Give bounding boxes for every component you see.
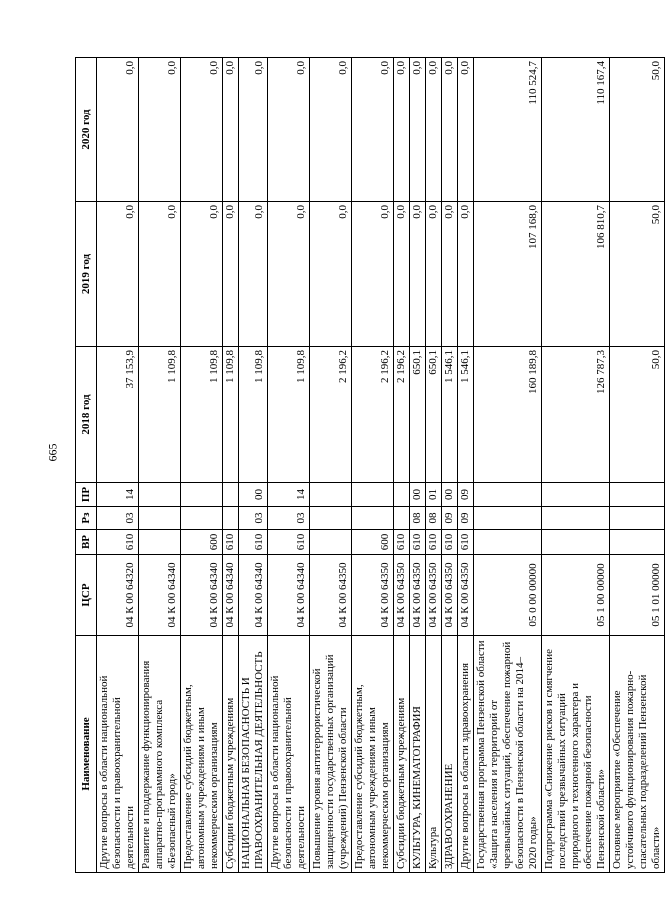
cell-pr: 00 bbox=[442, 483, 458, 507]
cell-csr: 04 К 00 64350 bbox=[458, 555, 474, 636]
cell-rz: 03 bbox=[97, 507, 139, 530]
cell-2020: 0,0 bbox=[139, 58, 181, 202]
cell-csr: 04 К 00 64350 bbox=[442, 555, 458, 636]
cell-rz: 03 bbox=[268, 507, 310, 530]
cell-2019: 0,0 bbox=[97, 202, 139, 347]
table-row bbox=[139, 58, 181, 873]
cell-2019: 0,0 bbox=[139, 202, 181, 347]
cell-csr: 04 К 00 64350 bbox=[310, 555, 352, 636]
cell-csr: 04 К 00 64320 bbox=[97, 555, 139, 636]
cell-pr bbox=[223, 483, 239, 507]
cell-name: НАЦИОНАЛЬНАЯ БЕЗОПАСНОСТЬ И ПРАВООХРАНИТЕЛЬНАЯ ДЕЯТЕЛЬНОСТЬ bbox=[239, 636, 268, 873]
cell-pr bbox=[139, 483, 181, 507]
table-row bbox=[239, 58, 268, 873]
cell-2019: 0,0 bbox=[268, 202, 310, 347]
cell-2019: 0,0 bbox=[394, 202, 410, 347]
cell-rz bbox=[181, 507, 223, 530]
cell-csr: 04 К 00 64350 bbox=[352, 555, 394, 636]
table-row bbox=[542, 58, 610, 873]
cell-vr: 610 bbox=[239, 530, 268, 555]
table-row bbox=[310, 58, 352, 873]
cell-2020: 0,0 bbox=[181, 58, 223, 202]
cell-pr: 00 bbox=[239, 483, 268, 507]
cell-2019: 106 810,7 bbox=[542, 202, 610, 347]
cell-name: Другие вопросы в области здравоохранения bbox=[458, 636, 474, 873]
cell-2019: 50,0 bbox=[610, 202, 665, 347]
cell-vr: 610 bbox=[458, 530, 474, 555]
table-row bbox=[268, 58, 310, 873]
cell-name: Субсидии бюджетным учреждениям bbox=[394, 636, 410, 873]
cell-2019: 0,0 bbox=[442, 202, 458, 347]
cell-2018: 1 109,8 bbox=[139, 347, 181, 483]
table-row bbox=[97, 58, 139, 873]
cell-rz bbox=[223, 507, 239, 530]
cell-csr: 04 К 00 64340 bbox=[239, 555, 268, 636]
cell-pr: 09 bbox=[458, 483, 474, 507]
table-header-row bbox=[76, 58, 97, 873]
cell-2019: 0,0 bbox=[426, 202, 442, 347]
cell-csr: 04 К 00 64340 bbox=[223, 555, 239, 636]
cell-2020: 0,0 bbox=[310, 58, 352, 202]
budget-table-wrapper bbox=[75, 58, 665, 873]
cell-csr: 04 К 00 64340 bbox=[268, 555, 310, 636]
table-row bbox=[458, 58, 474, 873]
cell-rz: 08 bbox=[410, 507, 426, 530]
cell-vr bbox=[310, 530, 352, 555]
header-rz: Рз bbox=[76, 507, 97, 530]
cell-name: ЗДРАВООХРАНЕНИЕ bbox=[442, 636, 458, 873]
cell-pr: 14 bbox=[268, 483, 310, 507]
cell-vr: 610 bbox=[97, 530, 139, 555]
cell-2018: 50,0 bbox=[610, 347, 665, 483]
cell-pr bbox=[181, 483, 223, 507]
cell-name: Предоставление субсидий бюджетным, автономным учреждениям и иным некоммерческим организациям bbox=[352, 636, 394, 873]
cell-2019: 0,0 bbox=[410, 202, 426, 347]
cell-name: Другие вопросы в области национальной безопасности и правоохранительной деятельности bbox=[268, 636, 310, 873]
cell-rz bbox=[394, 507, 410, 530]
table-row bbox=[223, 58, 239, 873]
cell-name: КУЛЬТУРА, КИНЕМАТОГРАФИЯ bbox=[410, 636, 426, 873]
cell-pr bbox=[310, 483, 352, 507]
cell-pr bbox=[542, 483, 610, 507]
cell-rz bbox=[474, 507, 542, 530]
cell-rz: 09 bbox=[458, 507, 474, 530]
cell-csr: 04 К 00 64340 bbox=[139, 555, 181, 636]
header-pr: ПР bbox=[76, 483, 97, 507]
cell-rz: 09 bbox=[442, 507, 458, 530]
cell-2019: 0,0 bbox=[239, 202, 268, 347]
cell-name: Другие вопросы в области национальной безопасности и правоохранительной деятельности bbox=[97, 636, 139, 873]
cell-2018: 650,1 bbox=[410, 347, 426, 483]
cell-vr: 610 bbox=[410, 530, 426, 555]
cell-csr: 05 1 00 00000 bbox=[542, 555, 610, 636]
cell-2018: 37 153,9 bbox=[97, 347, 139, 483]
cell-vr bbox=[542, 530, 610, 555]
cell-name: Предоставление субсидий бюджетным, автономным учреждениям и иным некоммерческим организациям bbox=[181, 636, 223, 873]
cell-csr: 04 К 00 64350 bbox=[394, 555, 410, 636]
table-row bbox=[410, 58, 426, 873]
table-row bbox=[352, 58, 394, 873]
cell-rz: 08 bbox=[426, 507, 442, 530]
cell-2018: 1 109,8 bbox=[268, 347, 310, 483]
cell-2020: 110 524,7 bbox=[474, 58, 542, 202]
cell-2018: 2 196,2 bbox=[394, 347, 410, 483]
cell-csr: 05 0 00 00000 bbox=[474, 555, 542, 636]
budget-table bbox=[75, 57, 665, 873]
cell-vr: 600 bbox=[352, 530, 394, 555]
page-number: 665 bbox=[45, 443, 60, 462]
cell-vr: 610 bbox=[268, 530, 310, 555]
cell-name: Повышение уровня антитеррористической защищенности государственных организаций (учреждений) Пензенской области bbox=[310, 636, 352, 873]
cell-name: Подпрограмма «Снижение рисков и смягчение последствий чрезвычайных ситуаций природного и техногенного характера и обеспечение пожарной безопасности Пензенской области» bbox=[542, 636, 610, 873]
cell-2020: 110 167,4 bbox=[542, 58, 610, 202]
cell-csr: 05 1 01 00000 bbox=[610, 555, 665, 636]
cell-name: Государственная программа Пензенской области «Защита населения и территорий от чрезвычайных ситуаций, обеспечение пожарной безопасности в Пензенской области на 2014–2020 годы» bbox=[474, 636, 542, 873]
cell-2018: 1 109,8 bbox=[181, 347, 223, 483]
cell-name: Субсидии бюджетным учреждениям bbox=[223, 636, 239, 873]
cell-2020: 0,0 bbox=[394, 58, 410, 202]
cell-rz: 03 bbox=[239, 507, 268, 530]
header-name: Наименование bbox=[76, 636, 97, 873]
cell-csr: 04 К 00 64340 bbox=[181, 555, 223, 636]
cell-pr: 01 bbox=[426, 483, 442, 507]
cell-2019: 0,0 bbox=[458, 202, 474, 347]
cell-2020: 0,0 bbox=[410, 58, 426, 202]
cell-2019: 0,0 bbox=[310, 202, 352, 347]
cell-name: Основное мероприятие «Обеспечение устойчивого функционирования пожарно-спасательных подразделений Пензенской области» bbox=[610, 636, 665, 873]
cell-name: Развитие и поддержание функционирования аппаратно-программного комплекса «Безопасный город» bbox=[139, 636, 181, 873]
cell-2020: 0,0 bbox=[268, 58, 310, 202]
cell-name: Культура bbox=[426, 636, 442, 873]
header-2020: 2020 год bbox=[76, 58, 97, 202]
cell-2018: 2 196,2 bbox=[310, 347, 352, 483]
cell-pr bbox=[610, 483, 665, 507]
cell-2018: 650,1 bbox=[426, 347, 442, 483]
table-row bbox=[426, 58, 442, 873]
cell-2020: 0,0 bbox=[223, 58, 239, 202]
table-row bbox=[474, 58, 542, 873]
table-row bbox=[181, 58, 223, 873]
cell-2020: 0,0 bbox=[352, 58, 394, 202]
table-row bbox=[610, 58, 665, 873]
cell-2018: 1 109,8 bbox=[223, 347, 239, 483]
cell-vr: 610 bbox=[426, 530, 442, 555]
header-vr: ВР bbox=[76, 530, 97, 555]
cell-2018: 160 189,8 bbox=[474, 347, 542, 483]
cell-pr bbox=[352, 483, 394, 507]
cell-2020: 0,0 bbox=[239, 58, 268, 202]
cell-2018: 1 546,1 bbox=[442, 347, 458, 483]
cell-vr: 610 bbox=[223, 530, 239, 555]
cell-rz bbox=[352, 507, 394, 530]
cell-rz bbox=[139, 507, 181, 530]
cell-2020: 50,0 bbox=[610, 58, 665, 202]
cell-csr: 04 К 00 64350 bbox=[410, 555, 426, 636]
cell-2019: 0,0 bbox=[223, 202, 239, 347]
table-row bbox=[442, 58, 458, 873]
cell-2019: 107 168,0 bbox=[474, 202, 542, 347]
cell-2019: 0,0 bbox=[181, 202, 223, 347]
cell-2018: 126 787,3 bbox=[542, 347, 610, 483]
cell-2018: 1 546,1 bbox=[458, 347, 474, 483]
cell-rz bbox=[310, 507, 352, 530]
table-row bbox=[394, 58, 410, 873]
cell-vr bbox=[139, 530, 181, 555]
cell-pr bbox=[394, 483, 410, 507]
header-csr: ЦСР bbox=[76, 555, 97, 636]
cell-vr bbox=[474, 530, 542, 555]
cell-2018: 1 109,8 bbox=[239, 347, 268, 483]
cell-rz bbox=[610, 507, 665, 530]
header-2019: 2019 год bbox=[76, 202, 97, 347]
cell-vr bbox=[610, 530, 665, 555]
cell-vr: 610 bbox=[394, 530, 410, 555]
cell-2020: 0,0 bbox=[426, 58, 442, 202]
cell-pr bbox=[474, 483, 542, 507]
cell-2019: 0,0 bbox=[352, 202, 394, 347]
header-2018: 2018 год bbox=[76, 347, 97, 483]
cell-2020: 0,0 bbox=[442, 58, 458, 202]
cell-2018: 2 196,2 bbox=[352, 347, 394, 483]
cell-pr: 00 bbox=[410, 483, 426, 507]
cell-rz bbox=[542, 507, 610, 530]
cell-vr: 600 bbox=[181, 530, 223, 555]
cell-csr: 04 К 00 64350 bbox=[426, 555, 442, 636]
cell-vr: 610 bbox=[442, 530, 458, 555]
cell-2020: 0,0 bbox=[458, 58, 474, 202]
cell-2020: 0,0 bbox=[97, 58, 139, 202]
cell-pr: 14 bbox=[97, 483, 139, 507]
